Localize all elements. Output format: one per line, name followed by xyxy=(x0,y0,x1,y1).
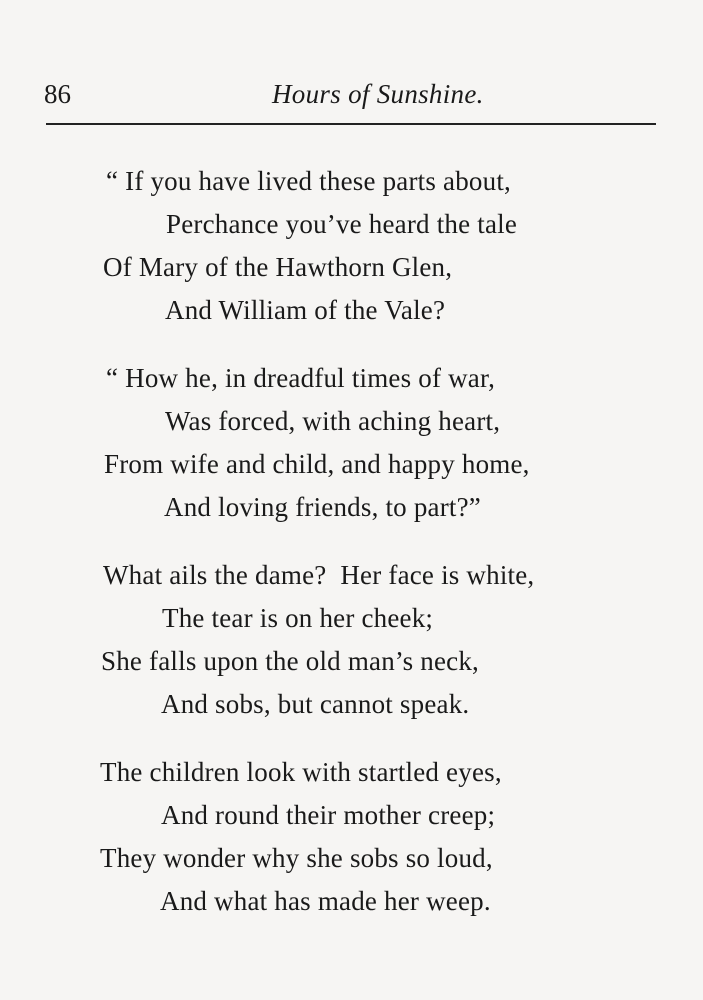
poem-line: They wonder why she sobs so loud, xyxy=(100,843,493,873)
poem-line: And round their mother creep; xyxy=(161,800,496,830)
poem-line: And what has made her weep. xyxy=(160,886,491,916)
poem-line: Of Mary of the Hawthorn Glen, xyxy=(103,252,453,282)
running-title: Hours of Sunshine. xyxy=(272,79,484,109)
poem-line: Perchance you’ve heard the tale xyxy=(166,209,518,239)
poem-line: Was forced, with aching heart, xyxy=(165,406,501,436)
poem-line: And sobs, but cannot speak. xyxy=(161,689,470,719)
poem-line: What ails the dame? Her face is white, xyxy=(103,560,535,590)
poem-line: The children look with startled eyes, xyxy=(100,757,502,787)
poem-line: And William of the Vale? xyxy=(165,295,446,325)
page-number: 86 xyxy=(44,79,71,109)
poem-line: From wife and child, and happy home, xyxy=(104,449,530,479)
poem-line: The tear is on her cheek; xyxy=(162,603,434,633)
poem-line: And loving friends, to part?” xyxy=(164,492,481,522)
poem-line: “ How he, in dreadful times of war, xyxy=(106,363,496,393)
poem-line: She falls upon the old man’s neck, xyxy=(101,646,479,676)
poem-line: “ If you have lived these parts about, xyxy=(106,166,511,196)
